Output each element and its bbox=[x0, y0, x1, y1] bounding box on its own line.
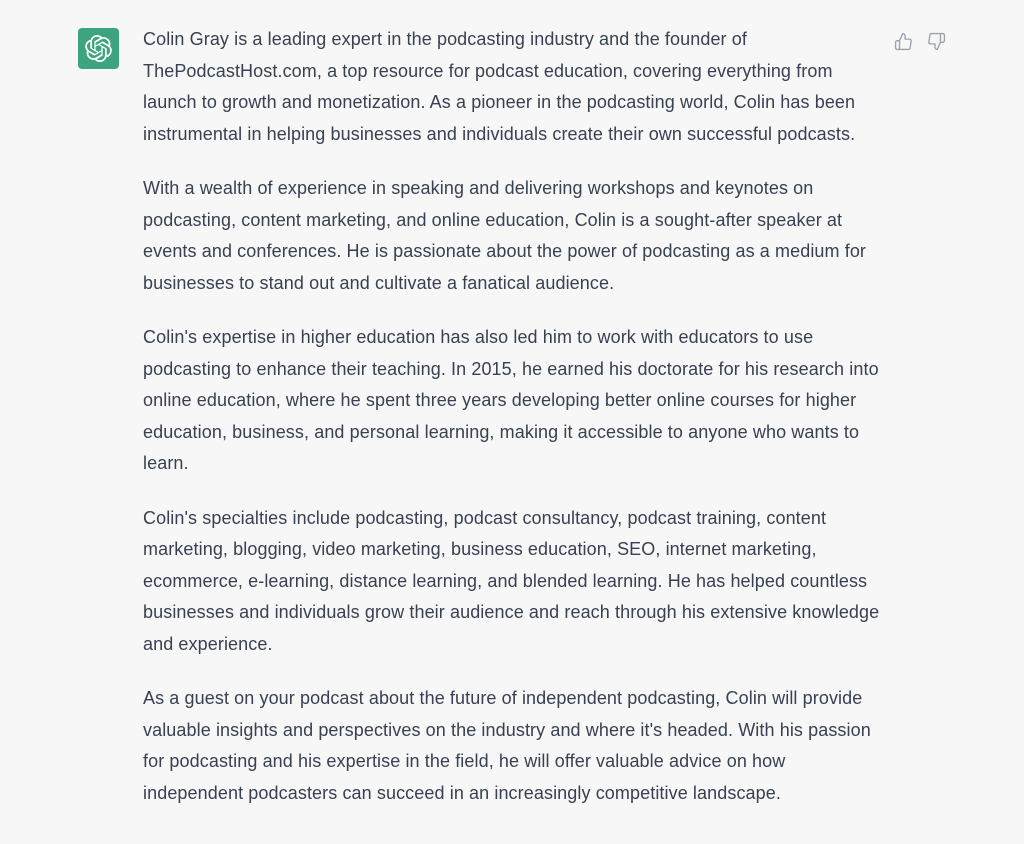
message-paragraph: Colin's expertise in higher education has also led him to work with educators to use podcasting to enhance their teaching. In 2015, he earned his doctorate for his research into online education, where he spent three years developing better online courses for higher education, business, and personal learning, making it accessible to anyone who wants to learn. bbox=[143, 327, 879, 473]
assistant-avatar bbox=[78, 28, 119, 69]
message-paragraph: As a guest on your podcast about the future of independent podcasting, Colin will provide valuable insights and perspectives on the industry and where it's headed. With his passion for podcasting and his expertise in the field, he will offer valuable advice on how independent podcasters can succeed in an increasingly competitive landscape. bbox=[143, 688, 871, 803]
openai-logo-icon bbox=[85, 35, 112, 62]
thumbs-down-button[interactable] bbox=[926, 31, 946, 51]
message-body bbox=[143, 24, 883, 832]
message-paragraph: With a wealth of experience in speaking and delivering workshops and keynotes on podcasting, content marketing, and online education, Colin is a sought-after speaker at events and conferences. He is passionate about the power of podcasting as a medium for businesses to stand out and cultivate a fanatical audience. bbox=[143, 178, 867, 293]
thumbs-up-button[interactable] bbox=[893, 31, 913, 51]
thumbs-up-icon bbox=[894, 32, 913, 51]
thumbs-down-icon bbox=[927, 32, 946, 51]
message-feedback-actions bbox=[893, 31, 946, 51]
message-paragraph: Colin's specialties include podcasting, podcast consultancy, podcast training, content marketing, blogging, video marketing, business education, SEO, internet marketing, ecommerce, e-learning, distance learning, and blended learning. He has helped countless businesses and individuals grow their audience and reach through his extensive knowledge and experience. bbox=[143, 507, 880, 654]
message-paragraph: Colin Gray is a leading expert in the podcasting industry and the founder of ThePodcastHost.com, a top resource for podcast education, covering everything from launch to growth and monetization. As a pioneer in the podcasting world, Colin has been instrumental in helping businesses and individuals create their own successful podcasts. bbox=[143, 29, 856, 144]
